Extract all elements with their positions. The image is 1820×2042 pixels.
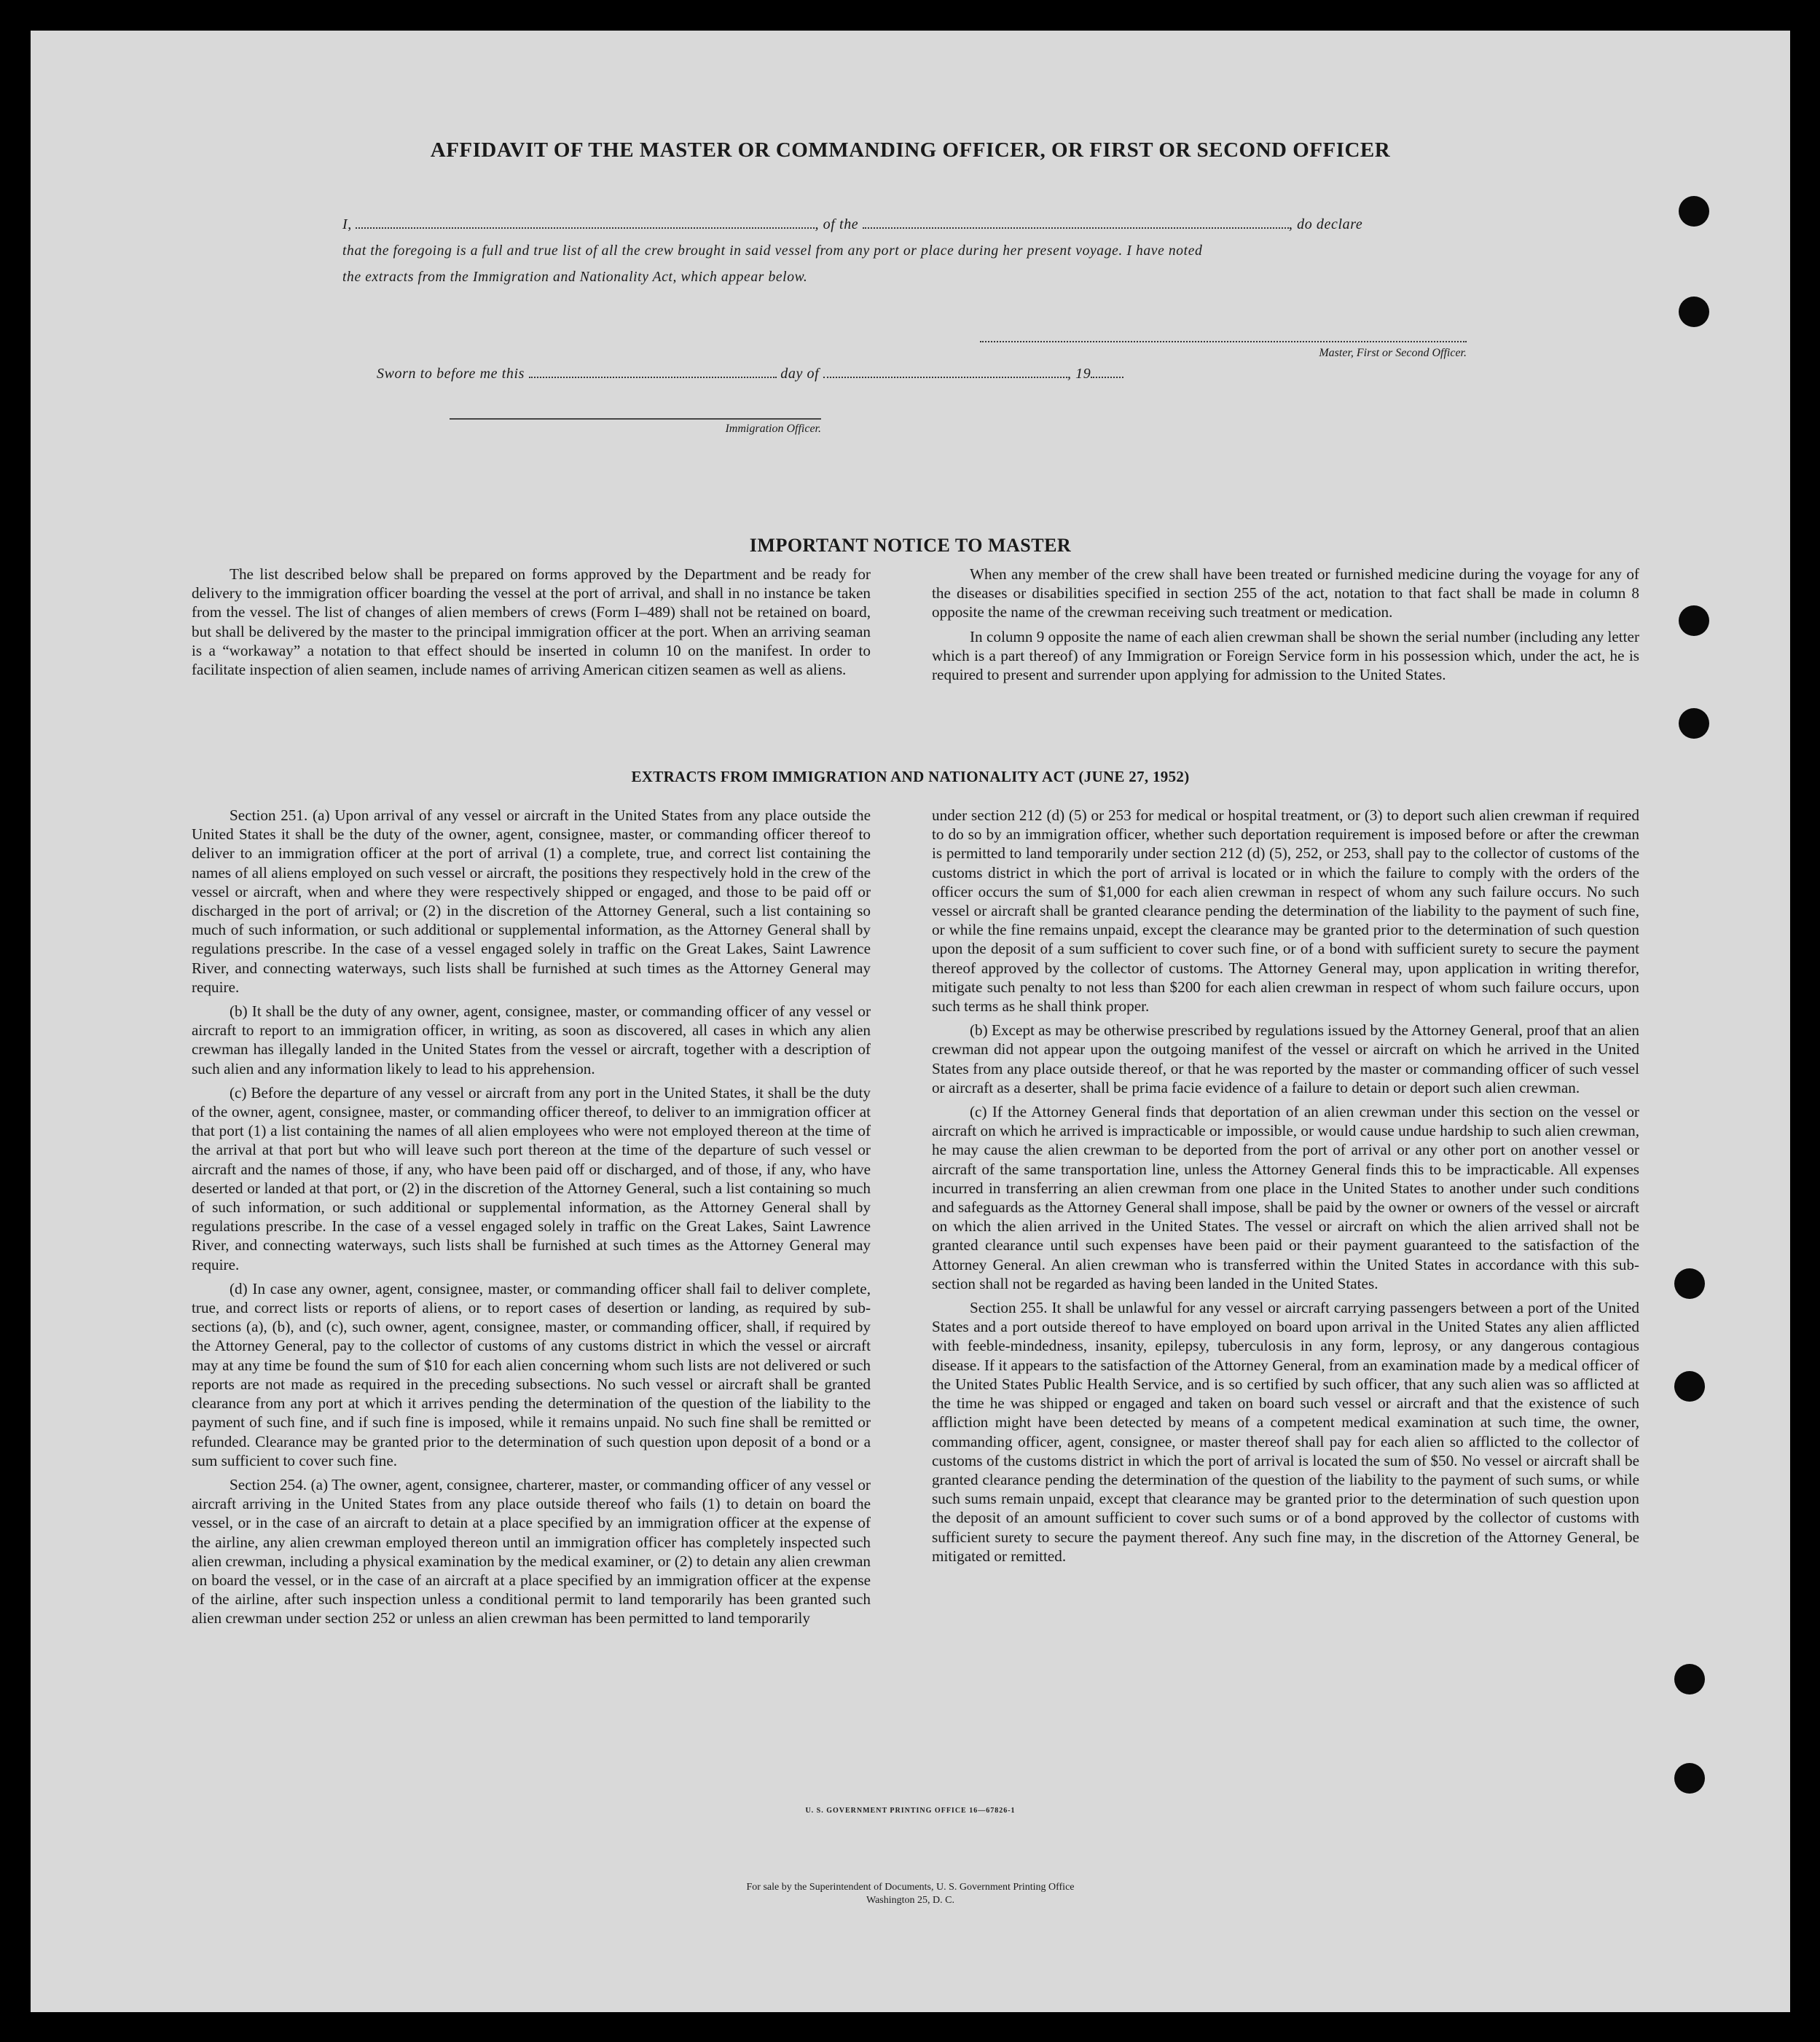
printing-office-line: U. S. GOVERNMENT PRINTING OFFICE 16—67826-1 [805, 1807, 1016, 1815]
section-254-a-continued: under section 212 (d) (5) or 253 for medical or hospital treatment, or (3) to deport such alien crewman if required to do so by an immigration officer, whether such deportation requirement is imposed before or after the crewman is permitted to land temporarily under section 212 (d) (5), 252, or 253, shall pay to the collector of customs of the customs district in which the port of arrival is located or in which the failure to comply with the orders of the officer occurs the sum of $1,000 for each alien crewman in respect of whom any such failure occurs. No such vessel or aircraft shall be granted clearance pending the determination of the liability to the payment of such fine, or while the fine remains unpaid, except the clearance may be granted prior to the determination of such question upon the deposit of a sum sufficient to cover such fine, or of a bond with sufficient surety to secure the payment thereof approved by the collector of customs. The Attorney General may, upon application in writing therefor, mitigate such penalty to not less than $200 for each alien crewman in respect of whom such failure occurs, upon such terms as he shall think proper. [932, 806, 1639, 1016]
master-signature-label: Master, First or Second Officer. [1319, 347, 1467, 359]
sworn-year-field[interactable] [1091, 375, 1123, 378]
declaration-text-line-2: that the foregoing is a full and true list of all the crew brought in said vessel from any port or place during her present voyage. I have noted [342, 243, 1203, 259]
section-251-a: Section 251. (a) Upon arrival of any vessel or aircraft in the United States from any place outside the United States it shall be the duty of the owner, agent, consignee, master, or commanding officer thereof to deliver to an immigration officer at the port of arrival (1) a complete, true, and correct list containing the names of all aliens employed on such vessel or aircraft, the positions they respectively hold in the crew of the vessel or aircraft, when and where they were respectively shipped or engaged, and those to be paid off or discharged in the port of arrival; or (2) in the discretion of the Attorney General, such a list containing so much of such information, or such additional or supplemental information, as the Attorney General shall by regulations prescribe. In the case of a vessel engaged solely in traffic on the Great Lakes, Saint Lawrence River, and connecting waterways, such lists shall be furnished at such times as the Attorney General may require. [192, 806, 871, 996]
immigration-officer-label: Immigration Officer. [725, 423, 821, 435]
sworn-day-field[interactable] [529, 375, 777, 378]
sworn-line [377, 366, 1123, 382]
section-254-b: (b) Except as may be otherwise prescribed by regulations issued by the Attorney General, proof that an alien crewman did not appear upon the outgoing manifest of the vessel or aircraft on which he arrived in the United States from any place outside thereof, or that he was reported by the master or commanding officer of such vessel or aircraft as a deserter, shall be prima facie evidence of a failure to detain or deport such alien crewman. [932, 1021, 1640, 1096]
punch-hole-icon [1679, 297, 1709, 327]
vessel-field[interactable] [863, 226, 1289, 229]
sale-notice-line-2: Washington 25, D. C. [866, 1895, 954, 1906]
immigration-officer-signature-field[interactable] [450, 418, 821, 420]
declaration-text-line-3: the extracts from the Immigration and Nationality Act, which appear below. [342, 270, 808, 285]
section-254-c: (c) If the Attorney General finds that deportation of an alien crewman under this section on the vessel or aircraft on which he arrived is impracticable or impossible, or would cause undue hardship to such alien crewman, he may cause the alien crewman to be deported from the port of arrival or any other port on another vessel or aircraft of the same transportation line, unless the Attorney General finds this to be impracticable. All expenses incurred in transferring an alien crewman from one place in the United States to another under such conditions and safeguards as the Attorney General shall impose, shall be paid by the owner or owners of the vessel or aircraft on which the alien arrived in the United States. The vessel or aircraft on which the alien arrived shall not be granted clearance until such expenses have been paid or their payment guaranteed to the satisfaction of the Attorney General. An alien crewman who is transferred within the United States in accordance with this sub-section shall not be regarded as having been landed in the United States. [932, 1103, 1639, 1292]
section-254-a: Section 254. (a) The owner, agent, consignee, charterer, master, or commanding officer of any vessel or aircraft arriving in the United States from any place outside thereof who fails (1) to detain on board the vessel, or in the case of an aircraft to detain at a place specified by an immigration officer at the expense of the airline, any alien crewman employed thereon until an immigration officer has completely inspected such alien crewman, including a physical examination by the medical examiner, or (2) to detain any alien crewman on board the vessel, or in the case of an aircraft at a place specified by an immigration officer at the expense of the airline, after such inspection unless a conditional permit to land temporarily has been granted such alien crewman under section 252 or unless an alien crewman has been permitted to land temporarily [192, 1475, 871, 1627]
punch-hole-icon [1674, 1763, 1705, 1794]
extracts-title: EXTRACTS FROM IMMIGRATION AND NATIONALITY ACT (JUNE 27, 1952) [631, 768, 1190, 785]
master-signature-field[interactable] [980, 341, 1467, 342]
sworn-day-label: day of [780, 366, 820, 382]
notice-left-column [192, 565, 871, 684]
punch-hole-icon [1674, 1664, 1705, 1695]
notice-title: IMPORTANT NOTICE TO MASTER [749, 535, 1072, 556]
punch-hole-icon [1679, 605, 1709, 636]
affidavit-title: AFFIDAVIT OF THE MASTER OR COMMANDING OFFICER, OR FIRST OR SECOND OFFICER [430, 138, 1391, 162]
section-251-d: (d) In case any owner, agent, consignee, master, or commanding officer shall fail to deliver complete, true, and correct lists or reports of aliens, or to report cases of desertion or landing, as required by sub-sections (a), (b), and (c), such owner, agent, consignee, master, or commanding officer, shall, if required by the Attorney General, pay to the collector of customs of any customs district in which the vessel or aircraft may at any time be found the sum of $10 for each alien concerning whom such lists are not delivered or such reports are not made as required in the preceding subsections. No such vessel or aircraft shall be granted clearance from any port at which it arrives pending the determination of the question of the liability to the payment of such fine, and if such fine is imposed, while it remains unpaid. No such fine shall be remitted or refunded. Clearance may be granted prior to the determination of such question upon deposit of a bond or a sum sufficient to cover such fine. [192, 1279, 871, 1469]
name-field[interactable] [356, 226, 815, 229]
declaration-start: I, [342, 216, 352, 232]
punch-hole-icon [1674, 1371, 1705, 1402]
sale-notice-line-1: For sale by the Superintendent of Documents, U. S. Government Printing Office [746, 1882, 1075, 1893]
notice-right-column [932, 565, 1639, 689]
declaration-end: , do declare [1288, 216, 1363, 232]
declaration-mid: , of the [815, 216, 859, 232]
sworn-month-field[interactable] [823, 375, 1067, 378]
section-251-b: (b) It shall be the duty of any owner, agent, consignee, master, or commanding officer of any vessel or aircraft to report to an immigration officer, in writing, as soon as discovered, all cases in which any alien crewman has illegally landed in the United States from the vessel or aircraft, together with a description of such alien and any information likely to lead to his apprehension. [192, 1002, 871, 1077]
extracts-left-column [192, 806, 871, 1633]
sworn-start: Sworn to before me this [377, 366, 525, 382]
notice-right-paragraph-1: When any member of the crew shall have been treated or furnished medicine during the voyage for any of the diseases or disabilities specified in section 255 of the act, notation to that fact shall be made in column 8 opposite the name of the crewman receiving such treatment or medication. [932, 565, 1639, 621]
notice-right-paragraph-2: In column 9 opposite the name of each alien crewman shall be shown the serial number (including any letter which is a part thereof) of any Immigration or Foreign Service form in his possession which, under the act, he is required to present and surrender upon applying for admission to the United States. [932, 627, 1640, 684]
section-251-c: (c) Before the departure of any vessel or aircraft from any port in the United States, it shall be the duty of the owner, agent, consignee, master, or commanding officer thereof, to deliver to an immigration officer at that port (1) a list containing the names of all alien employees who were not employed thereon at the time of the arrival at that port but who will leave such port thereon at the time of the departure of such vessel or aircraft and the names of those, if any, who have been paid off or discharged, and of those, if any, who have deserted or landed at that port, or (2) in the discretion of the Attorney General, such a list containing so much of such information, or such additional or supplemental information, as the Attorney General shall by regulations prescribe. In the case of a vessel engaged solely in traffic on the Great Lakes, Saint Lawrence River, and connecting waterways, such lists shall be furnished at such times as the Attorney General may require. [192, 1083, 871, 1273]
document-page [31, 31, 1790, 2012]
punch-hole-icon [1679, 708, 1709, 739]
notice-left-paragraph: The list described below shall be prepared on forms approved by the Department and be ready for delivery to the immigration officer boarding the vessel at the port of arrival, and shall in no instance be taken from the vessel. The list of changes of alien members of crews (Form I–489) shall not be retained on board, but shall be delivered by the master to the principal immigration officer at the port. When an arriving seaman is a “workaway” a notation to that effect should be inserted in column 10 on the manifest. In order to facilitate inspection of alien seamen, include names of arriving American citizen seamen as well as aliens. [192, 565, 871, 679]
sale-notice [31, 1881, 1790, 1907]
section-255: Section 255. It shall be unlawful for any vessel or aircraft carrying passengers between a port of the United States and a port outside thereof to have employed on board upon arrival in the United States any alien afflicted with feeble-mindedness, insanity, epilepsy, tuberculosis in any form, leprosy, or any dangerous contagious disease. If it appears to the satisfaction of the Attorney General, from an examination made by a medical officer of the United States Public Health Service, and is so certified by such officer, that any such alien was so afflicted at the time he was shipped or engaged and taken on board such vessel or aircraft and that the existence of such affliction might have been detected by means of a competent medical examination at such time, the owner, commanding officer, agent, consignee, or master thereof shall pay for each alien so afflicted to the collector of customs of the customs district in which the port of arrival is located the sum of $50. No vessel or aircraft shall be granted clearance pending the determination of the question of the liability to the payment of such sums, or while such sums remain unpaid, except that clearance may be granted prior to the determination of such question upon the deposit of an amount sufficient to cover such sums or of a bond approved by the collector of customs with sufficient surety to secure the payment thereof. Any such fine may, in the discretion of the Attorney General, be mitigated or remitted. [932, 1299, 1639, 1565]
sworn-year-label: , 19 [1067, 366, 1091, 382]
declaration-line [342, 216, 1501, 233]
extracts-right-column [932, 806, 1639, 1571]
punch-hole-icon [1679, 196, 1709, 227]
punch-hole-icon [1674, 1268, 1705, 1299]
